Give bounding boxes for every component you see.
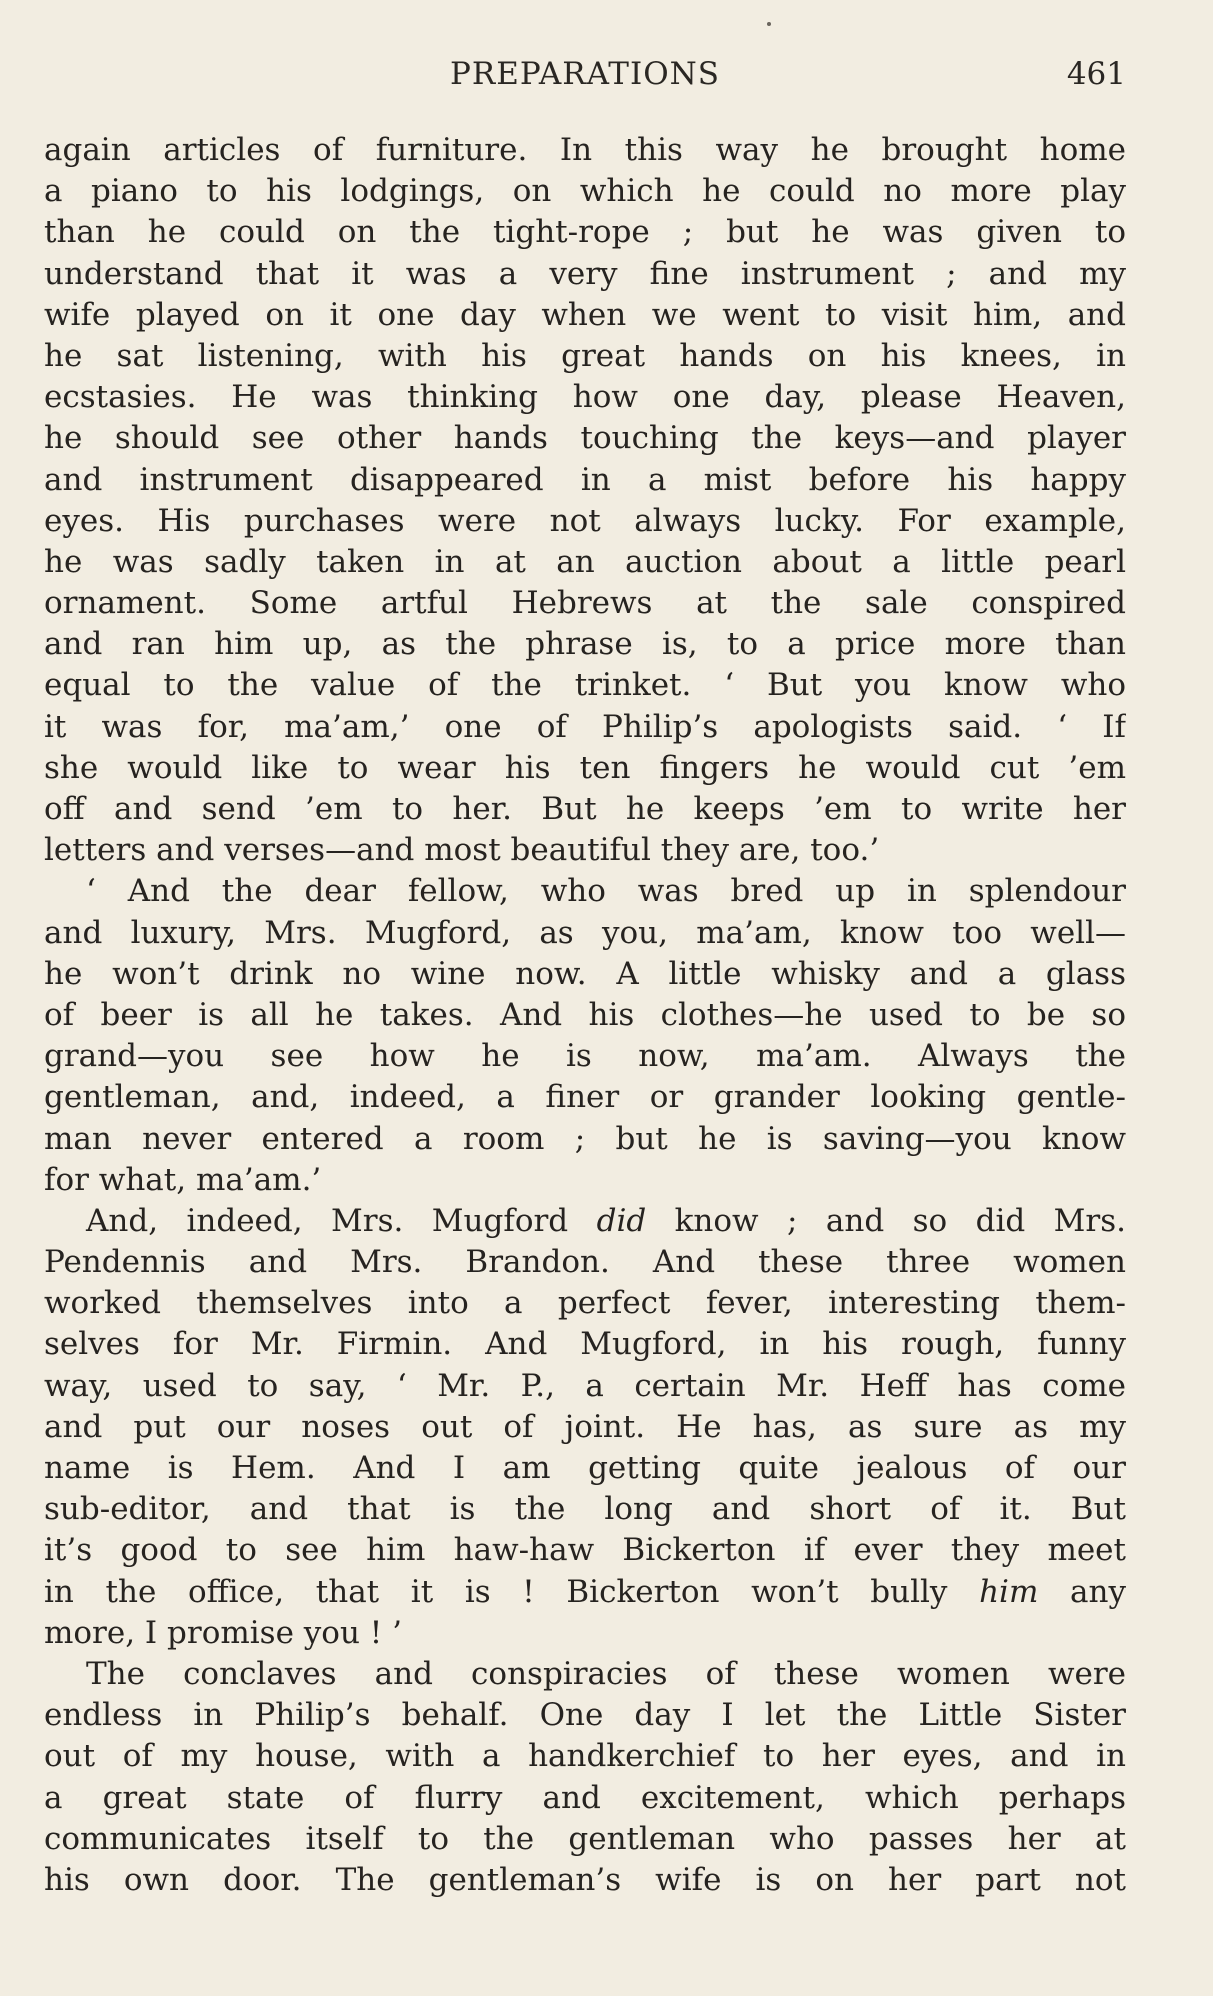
text-line: communicates itself to the gentleman who passes her at xyxy=(44,1820,1126,1857)
text-line: he sat listening, with his great hands on his knees, in xyxy=(44,337,1126,374)
text-line: she would like to wear his ten fingers he would cut ’em xyxy=(44,749,1126,786)
text-line: out of my house, with a handkerchief to her eyes, and in xyxy=(44,1738,1126,1775)
text-line: The conclaves and conspiracies of these women were xyxy=(86,1655,1126,1692)
body-text xyxy=(44,130,1126,1901)
text-line: letters and verses—and most beautiful they are, too.’ xyxy=(44,832,880,869)
text-line: in the office, that it is ! Bickerton won’t bully him any xyxy=(44,1573,1126,1610)
text-line: than he could on the tight-rope ; but he was given to xyxy=(44,214,1126,251)
text-line: ecstasies. He was thinking how one day, please Heaven, xyxy=(44,379,1126,416)
text-line: eyes. His purchases were not always lucky. For example, xyxy=(44,502,1126,539)
text-line: and luxury, Mrs. Mugford, as you, ma’am, know too well— xyxy=(44,914,1126,951)
text-line: worked themselves into a perfect fever, interesting them- xyxy=(44,1285,1126,1322)
text-line: equal to the value of the trinket. ‘ But you know who xyxy=(44,667,1126,704)
text-line: and put our noses out of joint. He has, as sure as my xyxy=(44,1408,1126,1445)
text-line: and ran him up, as the phrase is, to a price more than xyxy=(44,626,1126,663)
text-line: sub-editor, and that is the long and short of it. But xyxy=(44,1491,1126,1528)
text-line: way, used to say, ‘ Mr. P., a certain Mr. Heff has come xyxy=(44,1367,1126,1404)
text-line: name is Hem. And I am getting quite jealous of our xyxy=(44,1450,1126,1486)
text-line: for what, ma’am.’ xyxy=(44,1161,322,1198)
text-line: wife played on it one day when we went to visit him, and xyxy=(44,296,1126,333)
text-line: he won’t drink no wine now. A little whisky and a glass xyxy=(44,955,1126,992)
text-line: he was sadly taken in at an auction about a little pearl xyxy=(44,543,1126,580)
text-line: it was for, ma’am,’ one of Philip’s apologists said. ‘ If xyxy=(44,708,1126,745)
text-line: ornament. Some artful Hebrews at the sale conspired xyxy=(44,585,1126,622)
text-line: his own door. The gentleman’s wife is on her part not xyxy=(44,1861,1126,1898)
text-line: and instrument disappeared in a mist before his happy xyxy=(44,461,1126,498)
text-line: ‘ And the dear fellow, who was bred up in splendour xyxy=(86,873,1126,910)
text-line: he should see other hands touching the keys—and player xyxy=(44,420,1126,457)
text-line: off and send ’em to her. But he keeps ’em to write her xyxy=(44,791,1126,827)
text-line: understand that it was a very fine instrument ; and my xyxy=(44,255,1126,292)
text-line: Pendennis and Mrs. Brandon. And these three women xyxy=(44,1244,1126,1281)
text-line: more, I promise you ! ’ xyxy=(44,1614,402,1651)
text-line: again articles of furniture. In this way he brought home xyxy=(44,132,1126,168)
text-line: And, indeed, Mrs. Mugford did know ; and so did Mrs. xyxy=(86,1202,1126,1239)
text-line: endless in Philip’s behalf. One day I let the Little Sister xyxy=(44,1697,1126,1734)
chapter-title: PREPARATIONS xyxy=(450,56,720,92)
text-line: a piano to his lodgings, on which he could no more play xyxy=(44,173,1126,210)
page-number: 461 xyxy=(1066,56,1126,92)
text-line: gentleman, and, indeed, a finer or grander looking gentle- xyxy=(44,1079,1126,1116)
text-line: a great state of flurry and excitement, which perhaps xyxy=(44,1779,1126,1816)
text-line: of beer is all he takes. And his clothes—he used to be so xyxy=(44,996,1126,1033)
text-line: it’s good to see him haw-haw Bickerton if ever they meet xyxy=(44,1532,1126,1569)
text-line: grand—you see how he is now, ma’am. Always the xyxy=(44,1038,1126,1075)
text-line: man never entered a room ; but he is saving—you know xyxy=(44,1120,1126,1157)
text-line: selves for Mr. Firmin. And Mugford, in his rough, funny xyxy=(44,1326,1126,1363)
running-header xyxy=(44,56,1126,102)
print-speck xyxy=(767,22,771,26)
